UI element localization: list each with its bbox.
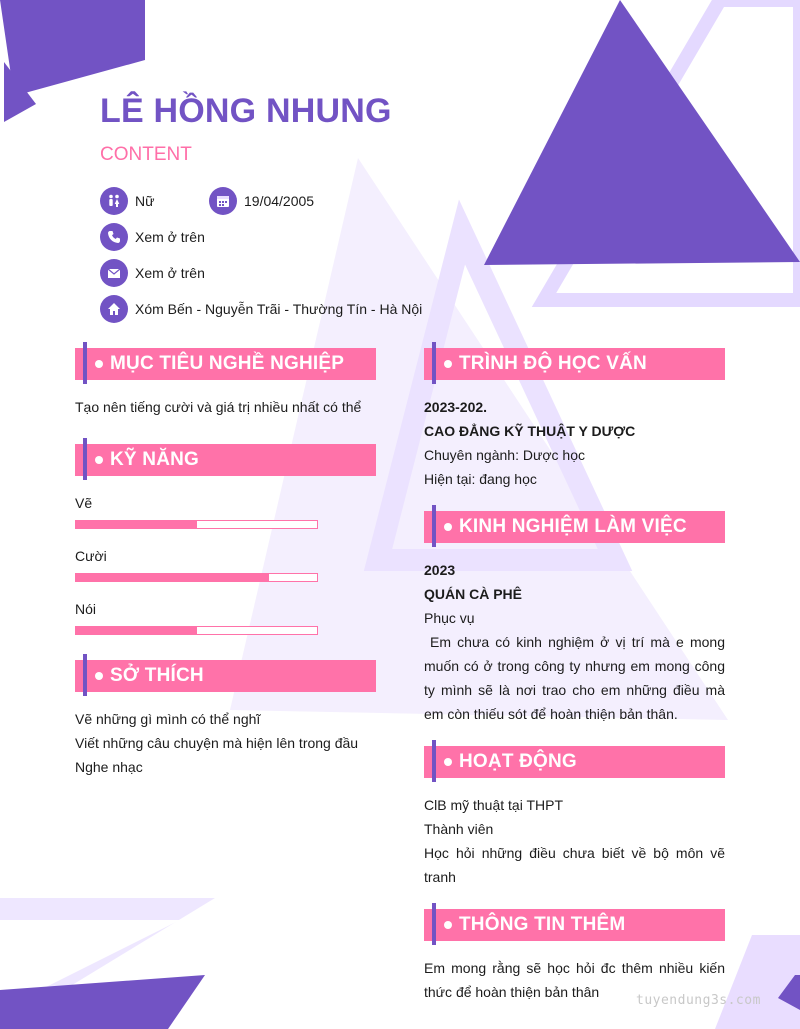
objective-heading: MỤC TIÊU NGHỀ NGHIỆP (110, 353, 345, 374)
skill-bar (75, 573, 318, 582)
skill-fill (76, 521, 197, 528)
experience-company: QUÁN CÀ PHÊ (424, 586, 523, 602)
experience-position: Phục vụ (424, 610, 475, 626)
birthday-value: 19/04/2005 (244, 193, 315, 209)
education-header (424, 348, 725, 380)
activity-organization: ClB mỹ thuật tại THPT (424, 797, 564, 813)
hobbies-header (75, 660, 376, 692)
email-value: Xem ở trên (135, 265, 205, 281)
candidate-title: CONTENT (100, 144, 192, 165)
address-row (100, 295, 422, 323)
experience-header (424, 511, 725, 543)
experience-heading: KINH NGHIỆM LÀM VIỆC (459, 516, 687, 537)
education-period: 2023-202. (424, 399, 488, 415)
activity-role: Thành viên (424, 821, 494, 837)
skill-label: Cười (75, 548, 107, 564)
objective-header (75, 348, 376, 380)
experience-year: 2023 (424, 562, 456, 578)
skill-fill (76, 627, 197, 634)
skill-bar (75, 626, 318, 635)
education-school: CAO ĐẲNG KỸ THUẬT Y DƯỢC (424, 423, 636, 439)
email-row (100, 259, 205, 287)
phone-row (100, 223, 205, 251)
watermark: tuyendung3s.com (636, 993, 761, 1008)
gender-row (100, 187, 154, 215)
mail-icon (100, 259, 128, 287)
skill-label: Vẽ (75, 495, 93, 511)
hobby-item: Vẽ những gì mình có thể nghĩ (75, 711, 261, 727)
education-heading: TRÌNH ĐỘ HỌC VẤN (459, 353, 647, 374)
activity-description: Học hỏi những điều chưa biết về bộ môn vẽ tranh (424, 845, 725, 885)
hobbies-heading: SỞ THÍCH (110, 665, 204, 686)
candidate-name: LÊ HỒNG NHUNG (100, 92, 392, 130)
education-major: Chuyên ngành: Dược học (424, 447, 585, 463)
phone-icon (100, 223, 128, 251)
skill-bar (75, 520, 318, 529)
home-icon (100, 295, 128, 323)
activities-header (424, 746, 725, 778)
birthday-row (209, 187, 314, 215)
education-status: Hiện tại: đang học (424, 471, 537, 487)
skills-header (75, 444, 376, 476)
additional-text: Em mong rằng sẽ học hỏi đc thêm nhiều kiến thức để hoàn thiện bản thân (424, 960, 725, 1000)
gender-icon (100, 187, 128, 215)
gender-value: Nữ (135, 193, 155, 209)
activities-heading: HOẠT ĐỘNG (459, 751, 577, 772)
objective-text: Tạo nên tiếng cười và giá trị nhiều nhất có thể (75, 399, 362, 415)
additional-header (424, 909, 725, 941)
experience-description: Em chưa có kinh nghiệm ở vị trí mà e mong muốn có ở trong công ty nhưng em mong công ty mình sẽ là nơi trao cho em những điều mà em còn thiếu sót để hoàn thiện bản thân. (424, 634, 725, 722)
skill-label: Nói (75, 601, 97, 617)
address-value: Xóm Bến - Nguyễn Trãi - Thường Tín - Hà Nội (135, 301, 423, 317)
skills-heading: KỸ NĂNG (110, 449, 200, 470)
calendar-icon (209, 187, 237, 215)
additional-heading: THÔNG TIN THÊM (459, 914, 626, 935)
skill-fill (76, 574, 269, 581)
hobby-item: Viết những câu chuyện mà hiện lên trong đầu (75, 735, 359, 751)
phone-value: Xem ở trên (135, 229, 205, 245)
hobby-item: Nghe nhạc (75, 759, 143, 775)
